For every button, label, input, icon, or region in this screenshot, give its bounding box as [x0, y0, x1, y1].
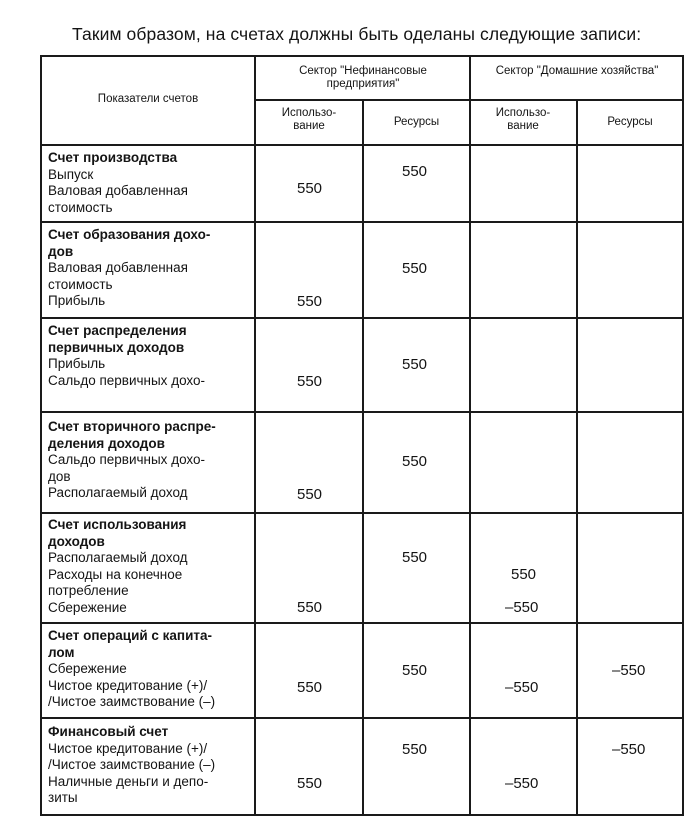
cell-hh-use: –550 [505, 775, 539, 792]
cell-nf-use: 550 [297, 486, 323, 503]
table-row-label: Финансовый счет Чистое кредитование (+)/ /Чистое заимствование (–) Наличные деньги и депо- зиты [48, 724, 216, 806]
cell-nf-resources: 550 [402, 741, 428, 758]
table-row-label: Счет образования дохо- дов Валовая добавленная стоимость Прибыль [48, 227, 211, 309]
cell-nf-resources: 550 [402, 163, 428, 180]
header-use-nonfinancial: Использо- вание [281, 107, 337, 132]
cell-nf-resources: 550 [402, 662, 428, 679]
cell-nf-resources: 550 [402, 260, 428, 277]
cell-hh-use: –550 [505, 679, 539, 696]
cell-nf-use: 550 [297, 373, 323, 390]
cell-hh-resources: –550 [612, 741, 646, 758]
header-indicators: Показатели счетов [97, 93, 199, 105]
table-row-label: Счет операций с капита- лом Сбережение Чистое кредитование (+)/ /Чистое заимствование (–) [48, 628, 216, 710]
cell-nf-resources: 550 [402, 549, 428, 566]
cell-nf-resources: 550 [402, 453, 428, 470]
cell-nf-resources: 550 [402, 356, 428, 373]
table-row-label: Счет производства Выпуск Валовая добавленная стоимость [48, 150, 188, 215]
cell-hh-resources: –550 [612, 662, 646, 679]
cell-nf-use: 550 [297, 679, 323, 696]
cell-nf-use: 550 [297, 293, 323, 310]
header-resources-households: Ресурсы [607, 116, 653, 128]
header-resources-nonfinancial: Ресурсы [393, 116, 440, 128]
table-row-label: Счет вторичного распре- деления доходов Сальдо первичных дохо- дов Располагаемый доход [48, 419, 216, 501]
table-row-label: Счет распределения первичных доходов Прибыль Сальдо первичных дохо- [48, 323, 206, 388]
cell-nf-use: 550 [297, 775, 323, 792]
table-row-label: Счет использования доходов Располагаемый доход Расходы на конечное потребление Сбережение [48, 517, 188, 615]
header-sector-households: Сектор "Домашние хозяйства" [495, 65, 659, 77]
cell-hh-use: 550 [511, 566, 537, 583]
header-sector-nonfinancial: Сектор "Нефинансовые предприятия" [299, 65, 427, 90]
cell-nf-use: 550 [297, 180, 323, 197]
caption-text: Таким образом, на счетах должны быть оделаны следующие записи: [72, 24, 642, 44]
cell-nf-use: 550 [297, 599, 323, 616]
cell-hh-use: –550 [505, 599, 539, 616]
header-use-households: Использо- вание [495, 107, 551, 132]
